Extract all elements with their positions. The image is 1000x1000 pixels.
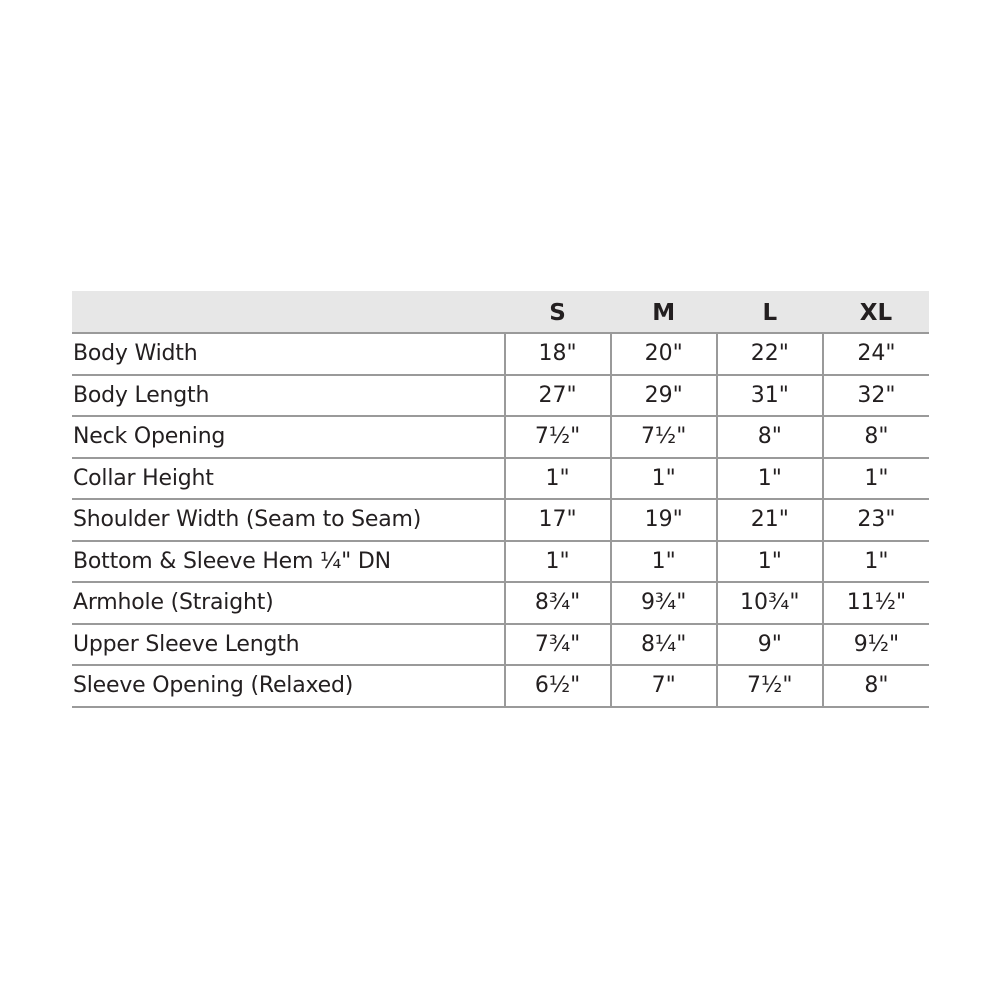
measurement-cell: 1" bbox=[717, 458, 823, 500]
measurement-cell: 11½" bbox=[823, 582, 929, 624]
row-label: Bottom & Sleeve Hem ¼" DN bbox=[72, 541, 505, 583]
measurement-cell: 7" bbox=[611, 665, 717, 707]
measurement-cell: 1" bbox=[505, 541, 611, 583]
row-label: Upper Sleeve Length bbox=[72, 624, 505, 666]
row-label: Armhole (Straight) bbox=[72, 582, 505, 624]
measurement-cell: 22" bbox=[717, 333, 823, 375]
measurement-cell: 8" bbox=[717, 416, 823, 458]
measurement-cell: 8¾" bbox=[505, 582, 611, 624]
row-label: Sleeve Opening (Relaxed) bbox=[72, 665, 505, 707]
table-row-hem bbox=[72, 541, 929, 583]
measurement-cell: 1" bbox=[823, 458, 929, 500]
measurement-cell: 20" bbox=[611, 333, 717, 375]
measurement-cell: 7¾" bbox=[505, 624, 611, 666]
measurement-cell: 17" bbox=[505, 499, 611, 541]
size-chart-table bbox=[72, 291, 929, 708]
measurement-cell: 10¾" bbox=[717, 582, 823, 624]
measurement-cell: 24" bbox=[823, 333, 929, 375]
measurement-cell: 19" bbox=[611, 499, 717, 541]
measurement-cell: 6½" bbox=[505, 665, 611, 707]
table-row-body-width bbox=[72, 333, 929, 375]
row-label: Body Length bbox=[72, 375, 505, 417]
row-label: Shoulder Width (Seam to Seam) bbox=[72, 499, 505, 541]
size-header-s: S bbox=[505, 291, 611, 333]
row-label: Collar Height bbox=[72, 458, 505, 500]
measurement-cell: 9¾" bbox=[611, 582, 717, 624]
table-row-collar-height bbox=[72, 458, 929, 500]
table-row-sleeve-opening bbox=[72, 665, 929, 707]
measurement-cell: 29" bbox=[611, 375, 717, 417]
measurement-cell: 1" bbox=[505, 458, 611, 500]
measurement-cell: 7½" bbox=[717, 665, 823, 707]
size-header-l: L bbox=[717, 291, 823, 333]
measurement-cell: 9½" bbox=[823, 624, 929, 666]
measurement-cell: 21" bbox=[717, 499, 823, 541]
measurement-cell: 8¼" bbox=[611, 624, 717, 666]
table-row-armhole bbox=[72, 582, 929, 624]
measurement-cell: 32" bbox=[823, 375, 929, 417]
measurement-cell: 1" bbox=[611, 541, 717, 583]
measurement-cell: 23" bbox=[823, 499, 929, 541]
row-label: Body Width bbox=[72, 333, 505, 375]
measurement-cell: 7½" bbox=[611, 416, 717, 458]
measurement-cell: 9" bbox=[717, 624, 823, 666]
size-header-row bbox=[72, 291, 929, 333]
size-header-m: M bbox=[611, 291, 717, 333]
measurement-cell: 27" bbox=[505, 375, 611, 417]
table-row-neck-opening bbox=[72, 416, 929, 458]
measurement-cell: 31" bbox=[717, 375, 823, 417]
table-row-shoulder-width bbox=[72, 499, 929, 541]
measurement-cell: 18" bbox=[505, 333, 611, 375]
measurement-cell: 1" bbox=[717, 541, 823, 583]
table-row-upper-sleeve-length bbox=[72, 624, 929, 666]
measurement-cell: 1" bbox=[611, 458, 717, 500]
row-label: Neck Opening bbox=[72, 416, 505, 458]
size-header-xl: XL bbox=[823, 291, 929, 333]
measurement-cell: 8" bbox=[823, 416, 929, 458]
measurement-cell: 8" bbox=[823, 665, 929, 707]
table-row-body-length bbox=[72, 375, 929, 417]
measurement-cell: 7½" bbox=[505, 416, 611, 458]
measurement-cell: 1" bbox=[823, 541, 929, 583]
header-corner-cell bbox=[72, 291, 505, 333]
